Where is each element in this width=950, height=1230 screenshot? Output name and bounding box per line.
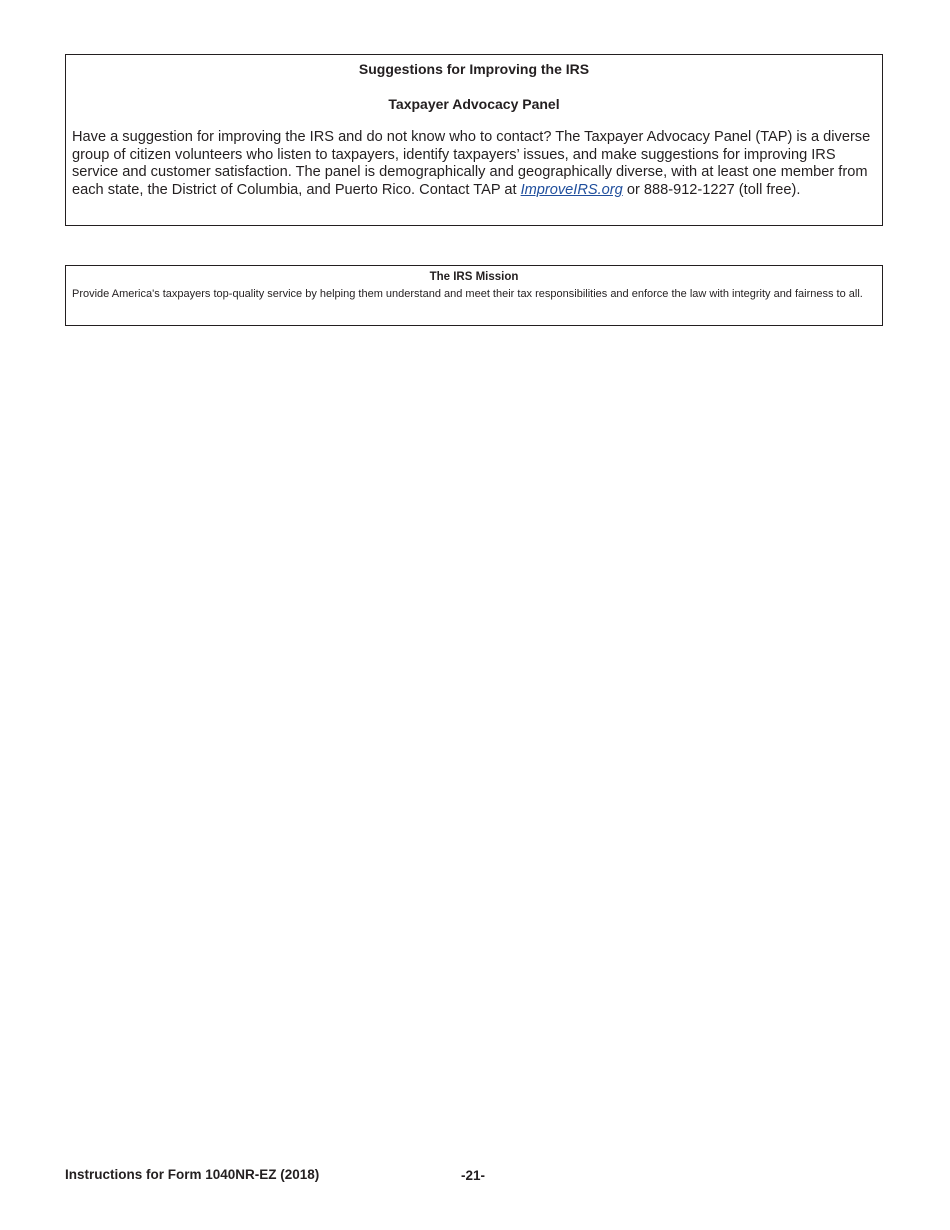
suggestions-heading: Suggestions for Improving the IRS (358, 61, 590, 77)
mission-heading: The IRS Mission (429, 271, 519, 283)
tap-subheading: Taxpayer Advocacy Panel (388, 96, 560, 112)
tap-description (72, 129, 876, 199)
mission-text: Provide America's taxpayers top-quality service by helping them understand and meet their tax responsibilities and enforce the law with integrity and fairness to all. (72, 288, 863, 300)
tap-text-after-link: or 888-912-1227 (toll free). (622, 181, 801, 198)
improveirs-link[interactable]: ImproveIRS.org (520, 181, 623, 198)
footer-page-number: -21- (461, 1168, 486, 1183)
irs-mission-box (65, 265, 883, 326)
tap-panel-box (65, 54, 883, 226)
tap-text-before-link: Have a suggestion for improving the IRS and do not know who to contact? The Taxpayer Advocacy Panel (TAP) is a diverse group of citizen volunteers who listen to taxpayers, identify taxpayers’ issues, and make suggestions for improving IRS service and customer satisfaction. The panel is demographically and geographically diverse, with at least one member from each state, the District of Columbia, and Puerto Rico. Contact TAP at (72, 129, 871, 198)
footer-form-title: Instructions for Form 1040NR-EZ (2018) (65, 1167, 320, 1182)
